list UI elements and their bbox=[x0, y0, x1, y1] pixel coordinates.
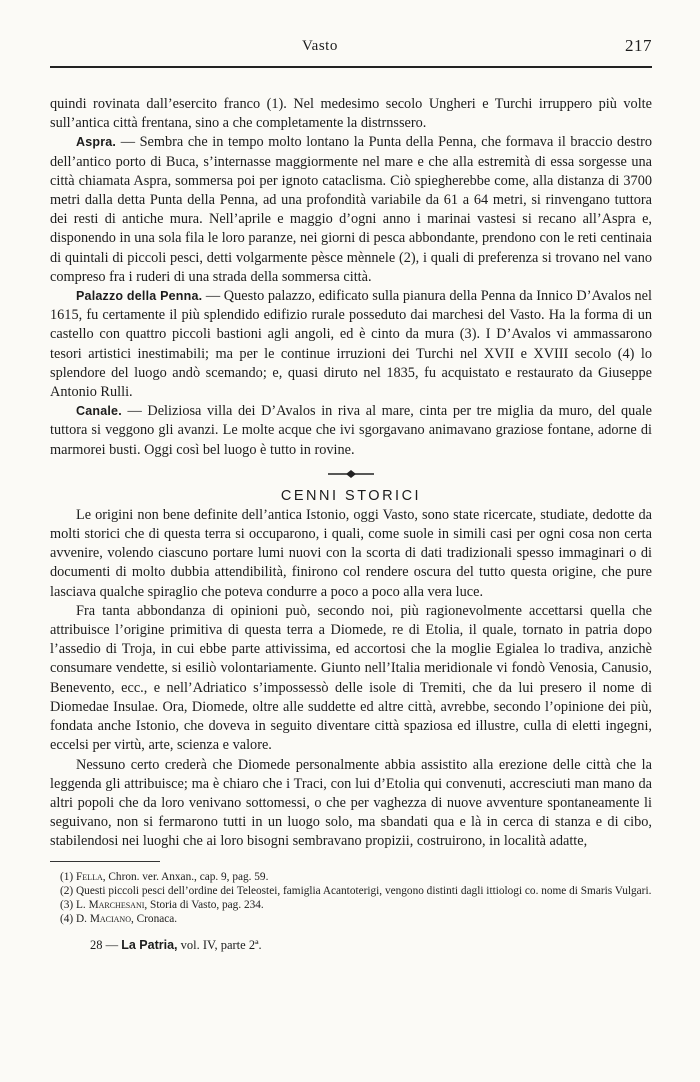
book-page bbox=[50, 0, 652, 1082]
printer-signature: 28 — La Patria, vol. IV, parte 2ª. bbox=[90, 937, 262, 952]
header-rule bbox=[50, 66, 652, 68]
running-title: Vasto bbox=[302, 38, 338, 54]
paragraph-storici-2: Fra tanta abbondanza di opinioni può, secondo noi, più ragionevolmente accettarsi quella che attribuisce l’origine primitiva di questa terra a Diomede, re di Etolia, il quale, tornato in patria dopo l’assedio di Troja, in cui ebbe parte attivissima, ed accortosi che la moglie Egialea lo tradiva, anzichè consumare vendette, si esiliò volontariamente. Giunto nell’Italia meridionale vi fondò Venosia, Canusio, Benevento, ecc., e nell’Adriatico s’impossessò delle isole di Tremiti, che da lui presero il nome di Diomedae Insulae. Ora, Diomede, oltre alle suddette ed altre città, avrebbe, secondo l’opinione dei più, fondata anche Istonio, che doveva in seguito diventare città spaziosa ed illustre, culla di eletti ingegni, eccelsi per virtù, arte, scienza e valore. bbox=[50, 602, 652, 754]
footnote: (4) D. Maciano, Cronaca. bbox=[60, 912, 178, 925]
paragraph-continuation: quindi rovinata dall’esercito franco (1). Nel medesimo secolo Ungheri e Turchi irruppero più volte sull’antica città frentana, sino a che completamente la distrnssero. bbox=[50, 96, 652, 132]
entry-lead: Aspra. bbox=[76, 135, 117, 150]
page-body bbox=[50, 95, 652, 953]
paragraph-storici-1: Le origini non bene definite dell’antica Istonio, oggi Vasto, sono state ricercate, studiate, dedotte da molti storici che di questa terra si occuparono, i quali, come suole in simili casi per ogni cosa non certa avvenire, volendo ciascuno portare lumi nuovi con la scorta di dati tradizionali spesso immaginari o di documenti di molto dubbia attendibilità, finirono col rendere oscura del tutto questa origine, che pure lasciava qualche spiraglio che poteva condurre a poco a poco alla vera luce. bbox=[50, 506, 652, 600]
footnote-rule bbox=[50, 861, 160, 862]
footnote: (1) Fella, Chron. ver. Anxan., cap. 9, pag. 59. bbox=[60, 870, 269, 883]
footnote: (2) Questi piccoli pesci dell’ordine dei Teleostei, famiglia Acantoterigi, vengono distinti dagli ittiologi co. nome di Smaris Vulgari. bbox=[60, 884, 652, 897]
entry-lead: Canale. bbox=[76, 404, 122, 419]
page-header bbox=[50, 36, 652, 60]
ornament-icon bbox=[328, 469, 374, 479]
ornament-divider bbox=[50, 466, 652, 480]
footnote: (3) L. Marchesani, Storia di Vasto, pag. 234. bbox=[60, 898, 264, 911]
section-title: CENNI STORICI bbox=[280, 487, 422, 504]
paragraph-aspra: Aspra. — Sembra che in tempo molto lontano la Punta della Penna, che formava il braccio destro dell’antico porto di Buca, s’internasse maggiormente nel mare e che alla estremità di essa sorgesse una città chiamata Aspra, sommersa poi per ignoto cataclisma. Ciò spiegherebbe come, alla distanza di 3700 metri dalla detta Punta della Penna, ad una profondità variabile da 61 a 64 metri, si rinvengano tuttora dei resti di antiche mura. Nell’aprile e maggio d’ogni anno i marinai vastesi si recano all’Aspra e, disponendo in una sola fila le loro paranze, nei giorni di pesca abbondante, prendono con le reti centinaia di quintali di piccoli pesci, detti volgarmente pèsce mènnele (2), i quali di preferenza si trovano nel vano compreso fra i ruderi di una strada della sommersa città. bbox=[50, 134, 652, 285]
paragraph-storici-3: Nessuno certo crederà che Diomede personalmente abbia assistito alla erezione delle città che la leggenda gli attribuisce; ma è chiaro che i Traci, con lui d’Etolia qui convenuti, accresciuti man mano da altri popoli che da loro venivano sottomessi, o che per vaghezza di nuove avventure spontaneamente li seguivano, non si fermarono tutti in un luogo solo, ma sbandati qua e là in cerca di stanza e di cibo, stabilendosi nei luoghi che ai loro bisogni sembravano propizii, costruirono, in località adatte, bbox=[50, 756, 652, 850]
paragraph-canale: Canale. — Deliziosa villa dei D’Avalos in riva al mare, cinta per tre miglia da muro, del quale tuttora si veggono gli avanzi. Le molte acque che ivi sgorgavano animavano graziose fontane, adorne di marmorei busti. Oggi così bel luogo è tutto in rovine. bbox=[50, 403, 652, 458]
paragraph-palazzo: Palazzo della Penna. — Questo palazzo, edificato sulla pianura della Penna da Innico D’Avalos nel 1615, fu certamente il più splendido edifizio rurale posseduto dai marchesi del Vasto. Ha la forma di un castello con quattro piccoli bastioni agli angoli, ed è cinto da mura (3). I D’Avalos vi ammassarono tesori artistici inestimabili; ma per le continue irruzioni dei Turchi nel XVII e XVIII secolo (4) lo splendore del luogo andò scemando; e, quasi diruto nel 1835, fu acquistato e restaurato da Giuseppe Antonio Rulli. bbox=[50, 288, 652, 401]
entry-lead: Palazzo della Penna. bbox=[76, 289, 203, 304]
page-number: 217 bbox=[625, 36, 652, 55]
